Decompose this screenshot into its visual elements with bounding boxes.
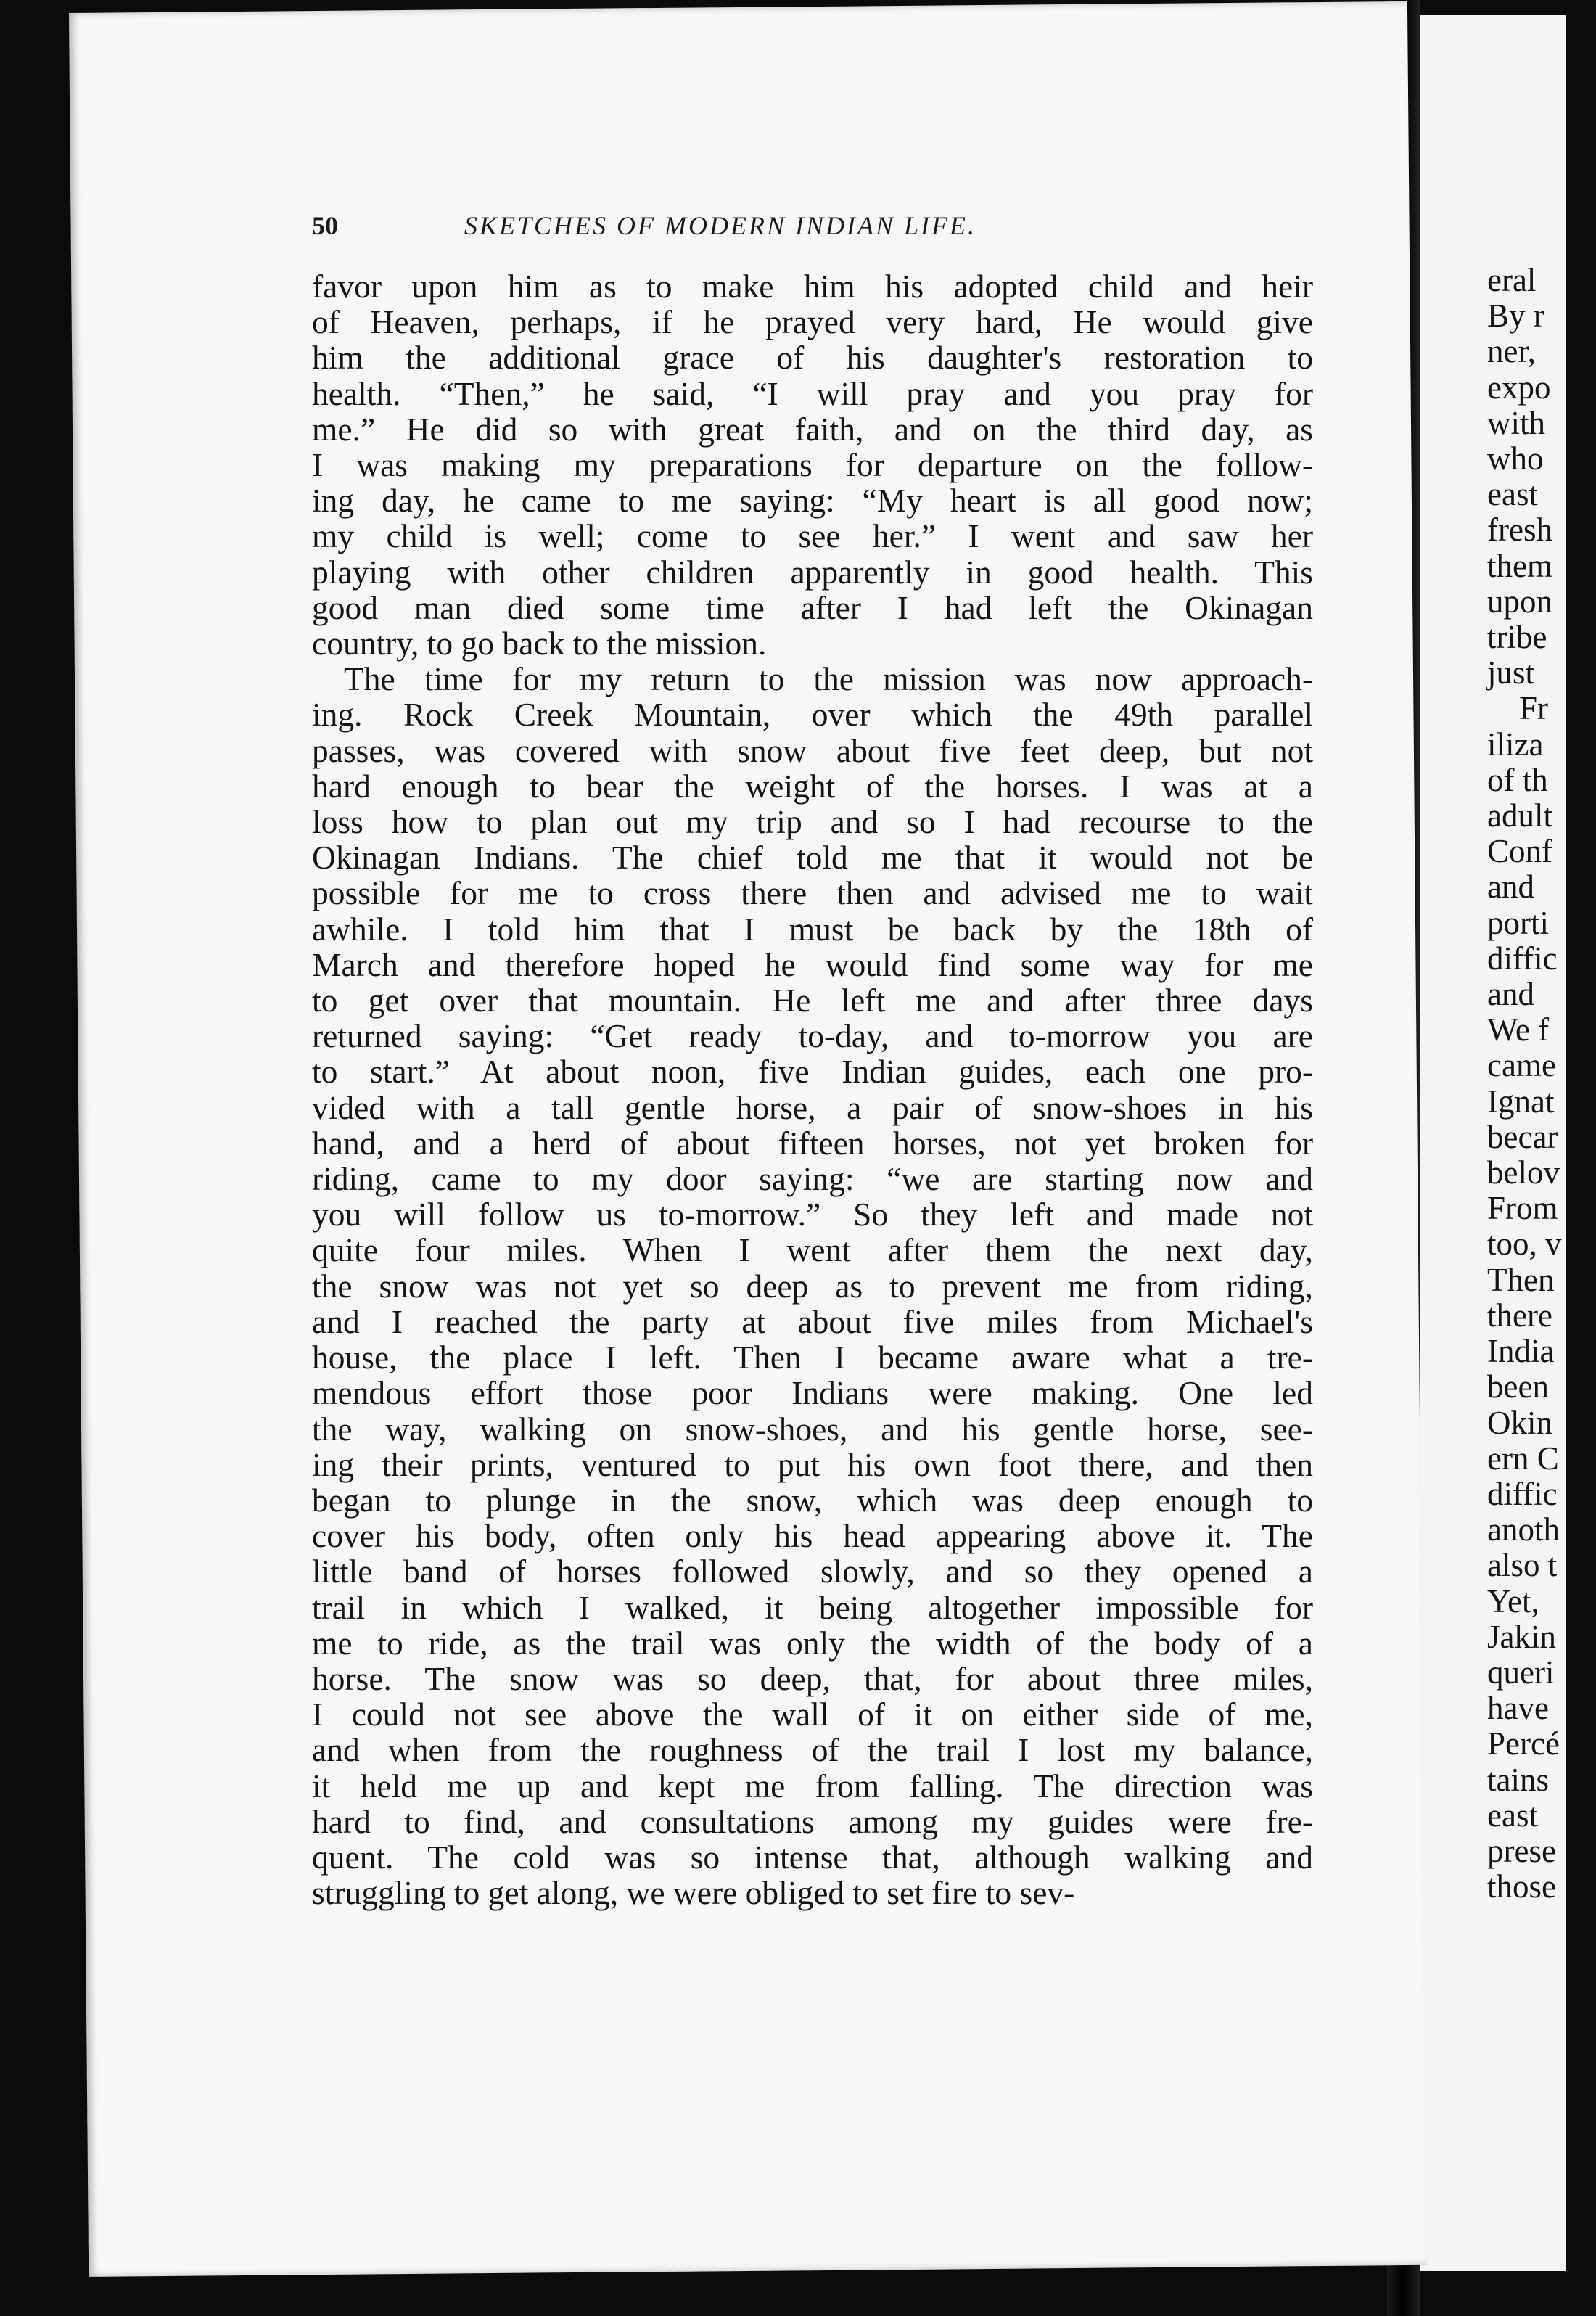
text-line: riding, came to my door saying: “we are starting now and: [312, 1160, 1313, 1198]
facing-page-fragment: of th: [1487, 761, 1548, 798]
facing-page-fragment: east: [1487, 476, 1538, 513]
facing-page-fragment: with: [1487, 404, 1546, 441]
facing-page-fragment: becar: [1487, 1118, 1558, 1155]
facing-page-fragment: iliza: [1487, 726, 1544, 763]
facing-page-fragment: also t: [1487, 1547, 1558, 1584]
facing-page-fragment: Conf: [1487, 833, 1552, 870]
facing-page-fragment: tains: [1487, 1761, 1549, 1798]
facing-page-text-fragments: [1487, 263, 1596, 1905]
facing-page-fragment: been: [1487, 1368, 1549, 1405]
facing-page-fragment: tribe: [1487, 619, 1547, 656]
facing-page-fragment: Okin: [1487, 1404, 1552, 1441]
page-header: [312, 210, 1342, 254]
facing-page-fragment: too, v: [1487, 1225, 1562, 1262]
facing-page-fragment: porti: [1487, 904, 1549, 941]
page-number: 50: [312, 211, 338, 240]
text-line: vided with a tall gentle horse, a pair of snow-shoes in his: [312, 1088, 1313, 1126]
facing-page-fragment: Then: [1487, 1261, 1555, 1298]
facing-page-fragment: ern C: [1487, 1440, 1559, 1477]
text-line: it held me up and kept me from falling. The direction was: [312, 1767, 1313, 1804]
text-line: house, the place I left. Then I became aware what a tre-: [312, 1339, 1313, 1376]
text-line: March and therefore hoped he would find some way for me: [312, 945, 1313, 983]
facing-page-fragment: there: [1487, 1297, 1552, 1334]
facing-page-fragment: Percé: [1487, 1725, 1560, 1762]
text-line: hard to find, and consultations among my guides were fre-: [312, 1802, 1313, 1840]
text-line: little band of horses followed slowly, and so they opened a: [312, 1553, 1313, 1590]
facing-page-fragment: east: [1487, 1796, 1538, 1834]
text-line: to start.” At about noon, five Indian guides, each one pro-: [312, 1053, 1313, 1091]
text-line: passes, was covered with snow about five feet deep, but not: [312, 731, 1313, 769]
text-line: mendous effort those poor Indians were making. One led: [312, 1374, 1313, 1412]
text-line: returned saying: “Get ready to-day, and to-morrow you are: [312, 1017, 1313, 1055]
facing-page-fragment: anoth: [1487, 1511, 1560, 1548]
text-line: began to plunge in the snow, which was deep enough to: [312, 1481, 1313, 1519]
text-line: ing their prints, ventured to put his own foot there, and then: [312, 1445, 1313, 1483]
text-line: me to ride, as the trail was only the width of the body of a: [312, 1624, 1313, 1662]
facing-page-fragment: and: [1487, 868, 1534, 906]
facing-page-fragment: queri: [1487, 1654, 1555, 1691]
text-line: awhile. I told him that I must be back by the 18th of: [312, 910, 1313, 948]
facing-page-fragment: We f: [1487, 1011, 1550, 1048]
facing-page-fragment: belov: [1487, 1154, 1560, 1191]
text-line: the way, walking on snow-shoes, and his gentle horse, see-: [312, 1410, 1313, 1448]
text-line: horse. The snow was so deep, that, for about three miles,: [312, 1659, 1313, 1697]
text-line: struggling to get along, we were obliged to set fire to sev-: [312, 1874, 1075, 1912]
text-line: cover his body, often only his head appearing above it. The: [312, 1517, 1313, 1555]
text-line: good man died some time after I had left the Okinagan: [312, 588, 1313, 626]
text-line: Okinagan Indians. The chief told me that it would not be: [312, 839, 1313, 876]
facing-page-fragment: By r: [1487, 297, 1544, 334]
facing-page-fragment: Jakin: [1487, 1618, 1556, 1655]
paragraph: [312, 268, 1313, 661]
paragraph: [312, 661, 1313, 1910]
text-line: ing day, he came to me saying: “My heart is all good now;: [312, 482, 1313, 520]
facing-page-fragment: eral: [1487, 262, 1537, 298]
facing-page-fragment: those: [1487, 1868, 1556, 1905]
text-line: my child is well; come to see her.” I went and saw her: [312, 517, 1313, 555]
text-line: The time for my return to the mission was now approach-: [344, 660, 1313, 698]
text-line: playing with other children apparently in good health. This: [312, 553, 1313, 591]
text-line: trail in which I walked, it being altogether impossible for: [312, 1588, 1313, 1626]
text-line: quent. The cold was so intense that, although walking and: [312, 1838, 1313, 1876]
text-line: hand, and a herd of about fifteen horses, not yet broken for: [312, 1124, 1313, 1162]
facing-page-fragment: adult: [1487, 797, 1552, 834]
facing-page-fragment: Ignat: [1487, 1083, 1555, 1120]
facing-page-fragment: came: [1487, 1047, 1556, 1084]
text-line: me.” He did so with great faith, and on the third day, as: [312, 410, 1313, 448]
facing-page-fragment: prese: [1487, 1832, 1556, 1869]
text-line: loss how to plan out my trip and so I had recourse to the: [312, 803, 1313, 841]
text-line: country, to go back to the mission.: [312, 625, 767, 662]
facing-page-fragment: who: [1487, 440, 1544, 477]
text-line: of Heaven, perhaps, if he prayed very hard, He would give: [312, 303, 1313, 341]
facing-page-fragment: India: [1487, 1333, 1555, 1370]
text-line: to get over that mountain. He left me and after three days: [312, 982, 1313, 1019]
facing-page-fragment: From: [1487, 1190, 1558, 1227]
facing-page-fragment: just: [1487, 654, 1535, 691]
facing-page-fragment: them: [1487, 547, 1552, 584]
facing-page-fragment: have: [1487, 1690, 1549, 1727]
text-line: him the additional grace of his daughter's restoration to: [312, 339, 1313, 377]
text-line: health. “Then,” he said, “I will pray and you pray for: [312, 374, 1313, 412]
facing-page-fragment: expo: [1487, 369, 1551, 406]
text-line: the snow was not yet so deep as to prevent me from riding,: [312, 1267, 1313, 1305]
running-head: SKETCHES OF MODERN INDIAN LIFE.: [464, 211, 976, 240]
facing-page-fragment: Yet,: [1487, 1582, 1539, 1619]
text-line: quite four miles. When I went after them the next day,: [312, 1231, 1313, 1269]
facing-page-fragment: diffic: [1487, 940, 1558, 977]
facing-page-fragment: upon: [1487, 583, 1552, 620]
body-text: [312, 268, 1313, 1910]
facing-page-fragment: diffic: [1487, 1475, 1558, 1512]
text-line: hard enough to bear the weight of the horses. I was at a: [312, 767, 1313, 805]
facing-page-fragment: and: [1487, 976, 1534, 1013]
text-line: and I reached the party at about five miles from Michael's: [312, 1302, 1313, 1340]
facing-page-fragment: Fr: [1519, 690, 1549, 727]
text-line: favor upon him as to make him his adopted child and heir: [312, 268, 1313, 305]
text-line: and when from the roughness of the trail I lost my balance,: [312, 1731, 1313, 1769]
facing-page-fragment: ner,: [1487, 333, 1536, 370]
text-line: you will follow us to-morrow.” So they left and made not: [312, 1196, 1313, 1233]
text-line: I was making my preparations for departure on the follow-: [312, 446, 1313, 484]
text-line: possible for me to cross there then and advised me to wait: [312, 874, 1313, 912]
text-line: I could not see above the wall of it on either side of me,: [312, 1696, 1313, 1733]
text-line: ing. Rock Creek Mountain, over which the 49th parallel: [312, 696, 1313, 734]
facing-page-fragment: fresh: [1487, 512, 1552, 549]
